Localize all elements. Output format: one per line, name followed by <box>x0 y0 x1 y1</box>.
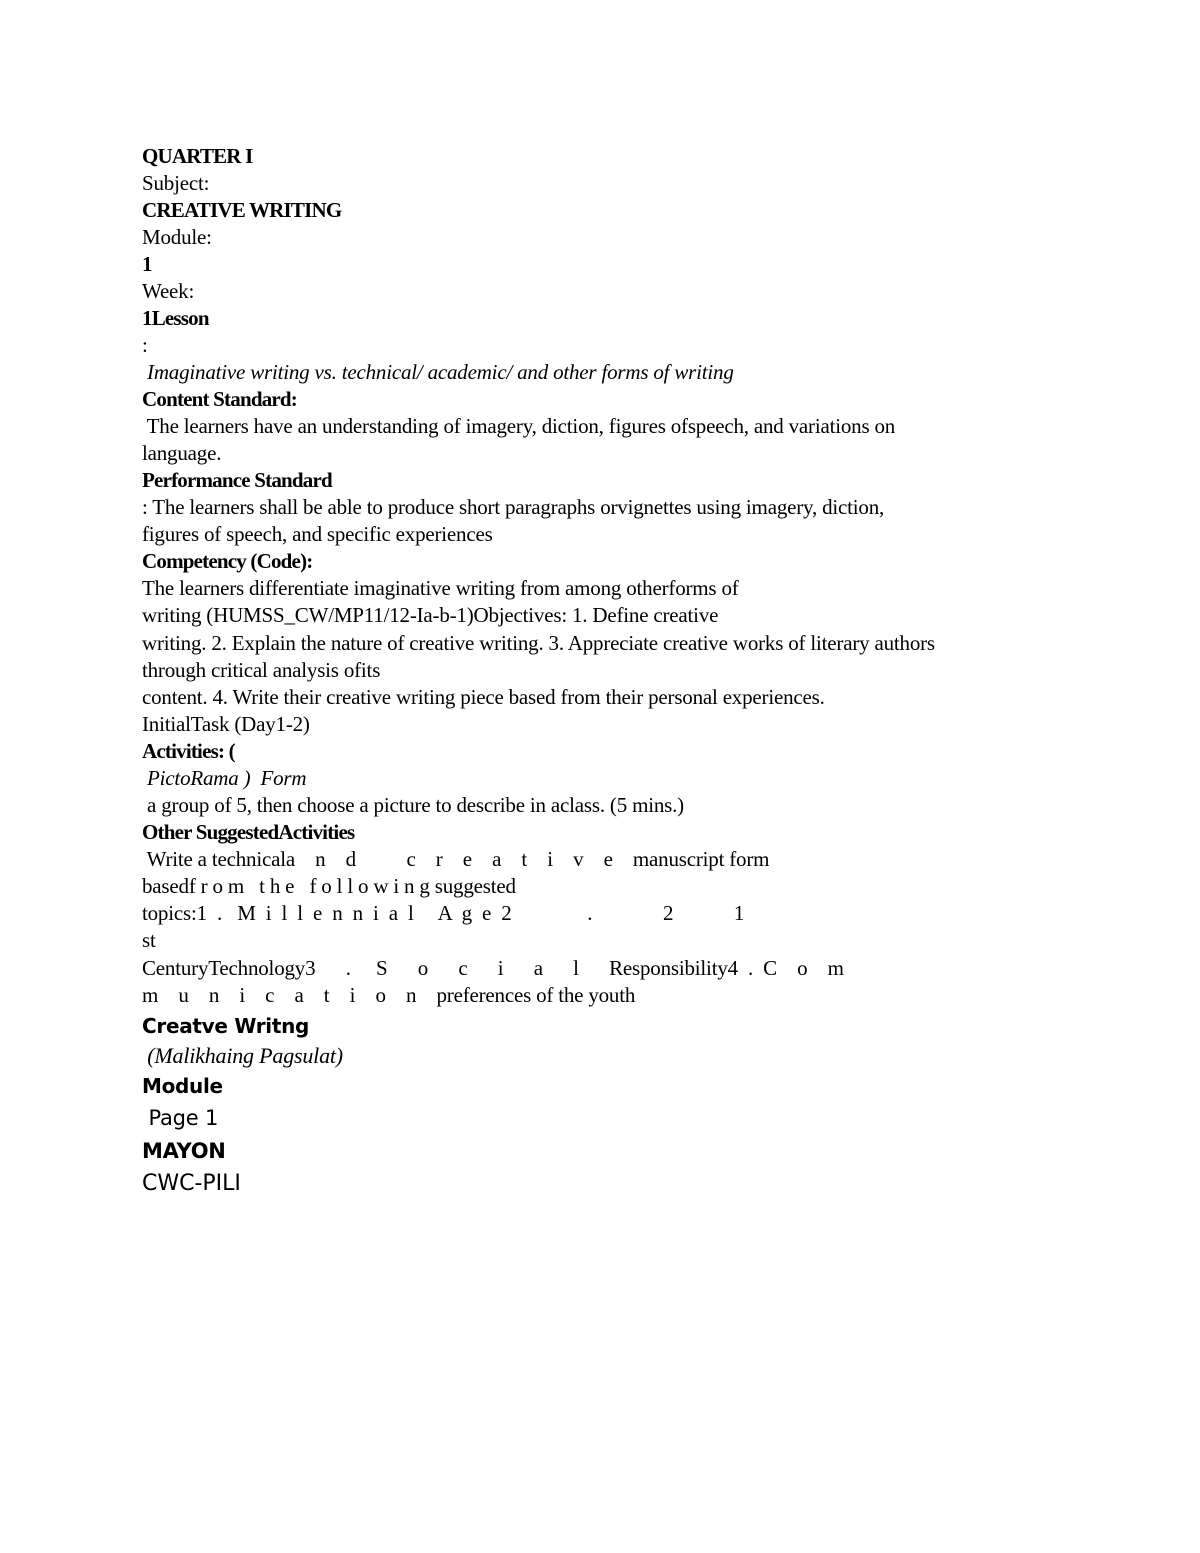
competency-text-2: writing (HUMSS_CW/MP11/12-Ia-b-1)Objectives: 1. Define creative <box>142 603 719 627</box>
performance-standard-text-cont: figures of speech, and specific experiences <box>142 522 493 546</box>
content-standard-text: The learners have an understanding of imagery, diction, figures ofspeech, and variations on <box>142 414 896 438</box>
competency-text-1: The learners differentiate imaginative writing from among otherforms of <box>142 576 739 600</box>
activities-italic: PictoRama ) Form <box>142 766 307 790</box>
footer-mayon: MAYON <box>142 1139 226 1163</box>
week-label: Week: <box>142 279 195 303</box>
footer-module: Module <box>142 1074 223 1098</box>
footer-page: Page 1 <box>142 1106 219 1130</box>
activities-text: a group of 5, then choose a picture to describe in aclass. (5 mins.) <box>142 793 684 817</box>
content-standard-text-cont: language. <box>142 441 222 465</box>
initial-task: InitialTask (Day1-2) <box>142 712 310 736</box>
lesson-colon: : <box>142 333 148 357</box>
lesson-label: 1Lesson <box>142 306 209 330</box>
subject-label: Subject: <box>142 171 210 195</box>
other-activities-text-3: topics:1 . M i l l e n n i a l A g e 2 . 2 1 <box>142 901 745 925</box>
subject-value: CREATIVE WRITING <box>142 198 342 222</box>
competency-text-3: writing. 2. Explain the nature of creative writing. 3. Appreciate creative works of literary authors <box>142 631 935 655</box>
competency-label: Competency (Code): <box>142 549 313 573</box>
other-activities-text-4: st <box>142 928 156 952</box>
competency-text-4: through critical analysis ofits <box>142 658 381 682</box>
other-activities-text-6: m u n i c a t i o n preferences of the youth <box>142 983 636 1007</box>
other-activities-text-5: CenturyTechnology3 . S o c i a l Responsibility4 . C o m <box>142 956 844 980</box>
content-standard-label: Content Standard: <box>142 387 298 411</box>
module-value: 1 <box>142 252 152 276</box>
other-activities-label: Other SuggestedActivities <box>142 820 355 844</box>
other-activities-text-2: basedf r o m t h e f o l l o w i n g suggested <box>142 874 516 898</box>
quarter-heading: QUARTER I <box>142 144 253 168</box>
footer-subtitle: (Malikhaing Pagsulat) <box>142 1043 343 1068</box>
footer-title: Creatve Writng <box>142 1014 310 1038</box>
performance-standard-text: : The learners shall be able to produce short paragraphs orvignettes using imagery, diction, <box>142 495 885 519</box>
other-activities-text-1: Write a technicala n d c r e a t i v e manuscript form <box>142 847 770 871</box>
performance-standard-label: Performance Standard <box>142 468 332 492</box>
lesson-title: Imaginative writing vs. technical/ academic/ and other forms of writing <box>142 360 734 384</box>
competency-text-5: content. 4. Write their creative writing piece based from their personal experiences. <box>142 685 825 709</box>
activities-label: Activities: ( <box>142 739 235 763</box>
footer-cwc: CWC-PILI <box>142 1171 241 1196</box>
module-label: Module: <box>142 225 212 249</box>
